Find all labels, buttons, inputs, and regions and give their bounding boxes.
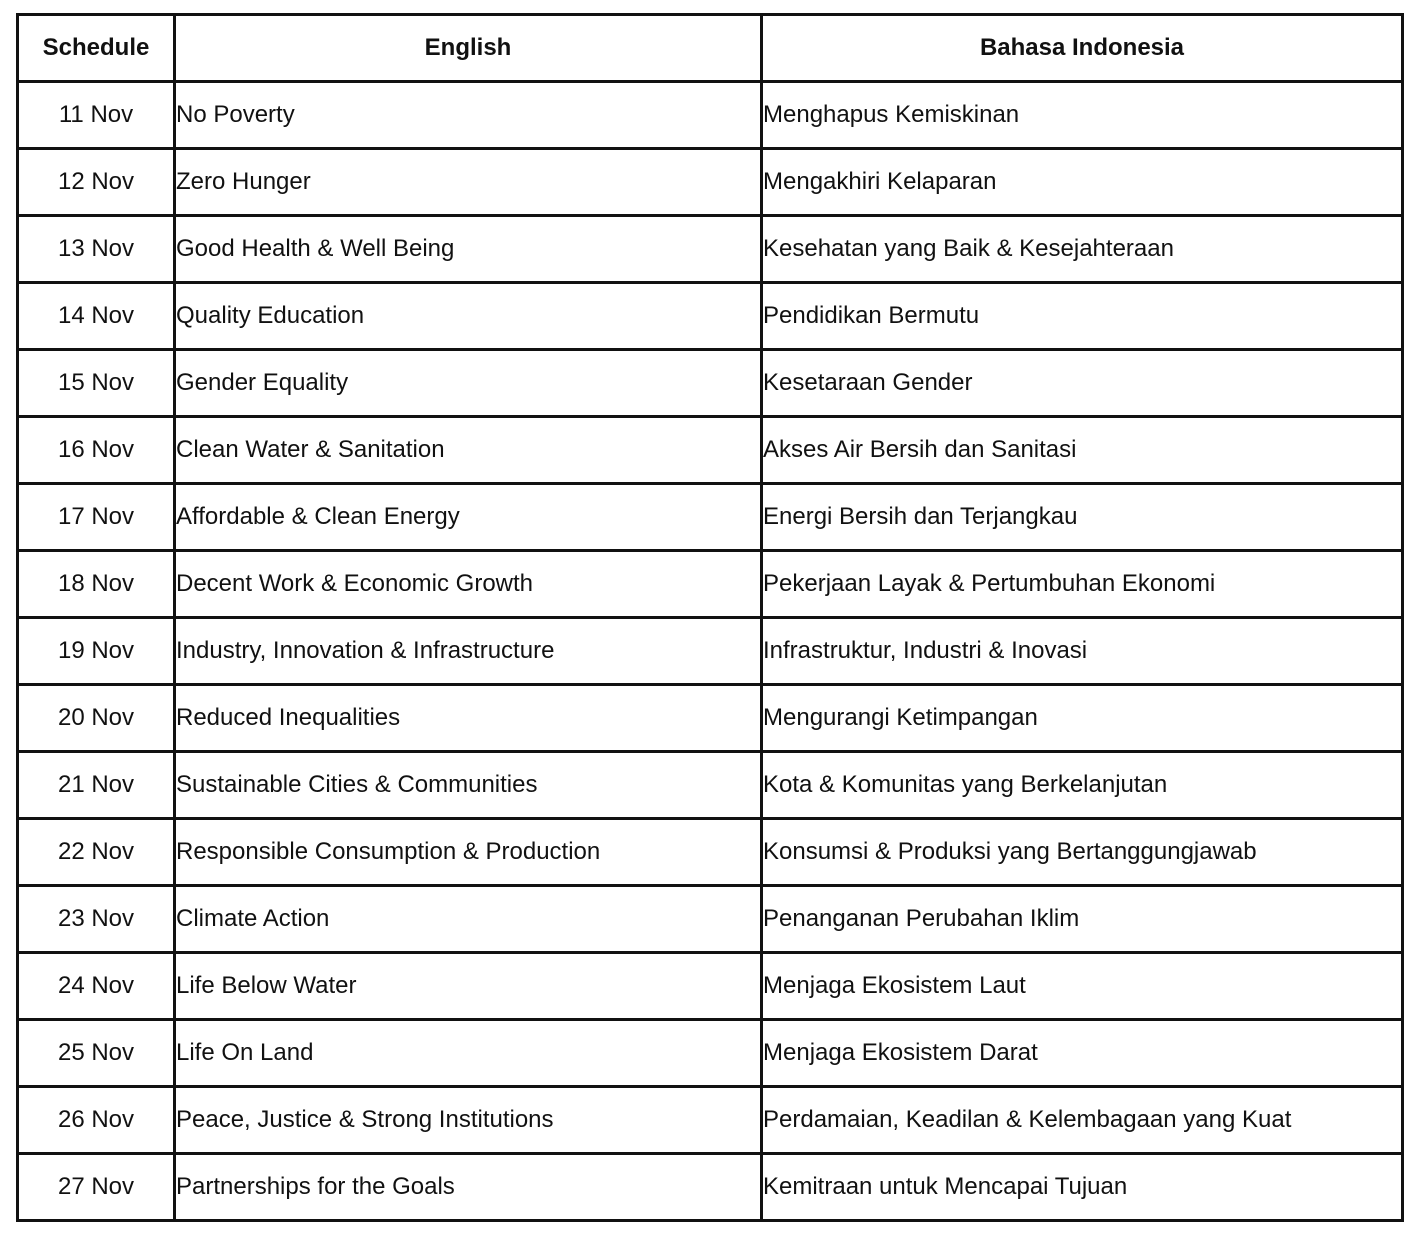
cell-english: Climate Action [175,886,762,953]
cell-indonesian: Kesetaraan Gender [762,350,1403,417]
cell-date: 20 Nov [18,685,175,752]
header-row [18,15,1403,82]
table-row [18,484,1403,551]
cell-date: 24 Nov [18,953,175,1020]
cell-date: 15 Nov [18,350,175,417]
cell-english: Responsible Consumption & Production [175,819,762,886]
cell-english: Reduced Inequalities [175,685,762,752]
cell-english: Sustainable Cities & Communities [175,752,762,819]
cell-indonesian: Mengakhiri Kelaparan [762,149,1403,216]
table-row [18,618,1403,685]
cell-indonesian: Kesehatan yang Baik & Kesejahteraan [762,216,1403,283]
cell-english: Industry, Innovation & Infrastructure [175,618,762,685]
table-row [18,283,1403,350]
cell-indonesian: Energi Bersih dan Terjangkau [762,484,1403,551]
cell-english: Gender Equality [175,350,762,417]
cell-indonesian: Perdamaian, Keadilan & Kelembagaan yang Kuat [762,1087,1403,1154]
cell-date: 21 Nov [18,752,175,819]
table-row [18,752,1403,819]
cell-date: 13 Nov [18,216,175,283]
cell-indonesian: Kota & Komunitas yang Berkelanjutan [762,752,1403,819]
cell-date: 26 Nov [18,1087,175,1154]
table-row [18,82,1403,149]
table-row [18,417,1403,484]
cell-english: Life Below Water [175,953,762,1020]
table-body [18,82,1403,1221]
table-row [18,216,1403,283]
cell-english: Clean Water & Sanitation [175,417,762,484]
cell-date: 17 Nov [18,484,175,551]
cell-date: 18 Nov [18,551,175,618]
cell-indonesian: Menghapus Kemiskinan [762,82,1403,149]
table-row [18,1154,1403,1221]
header-indonesian: Bahasa Indonesia [762,15,1403,82]
cell-indonesian: Penanganan Perubahan Iklim [762,886,1403,953]
table-row [18,350,1403,417]
cell-english: Good Health & Well Being [175,216,762,283]
cell-indonesian: Pekerjaan Layak & Pertumbuhan Ekonomi [762,551,1403,618]
cell-indonesian: Mengurangi Ketimpangan [762,685,1403,752]
table-header [18,15,1403,82]
cell-indonesian: Menjaga Ekosistem Laut [762,953,1403,1020]
cell-indonesian: Kemitraan untuk Mencapai Tujuan [762,1154,1403,1221]
cell-english: Partnerships for the Goals [175,1154,762,1221]
cell-english: No Poverty [175,82,762,149]
cell-english: Affordable & Clean Energy [175,484,762,551]
cell-indonesian: Akses Air Bersih dan Sanitasi [762,417,1403,484]
cell-indonesian: Infrastruktur, Industri & Inovasi [762,618,1403,685]
cell-date: 22 Nov [18,819,175,886]
table-row [18,819,1403,886]
table-row [18,886,1403,953]
table-row [18,1087,1403,1154]
cell-date: 12 Nov [18,149,175,216]
cell-english: Decent Work & Economic Growth [175,551,762,618]
cell-date: 19 Nov [18,618,175,685]
table-row [18,685,1403,752]
cell-indonesian: Konsumsi & Produksi yang Bertanggungjawab [762,819,1403,886]
cell-english: Life On Land [175,1020,762,1087]
cell-date: 23 Nov [18,886,175,953]
cell-date: 25 Nov [18,1020,175,1087]
cell-date: 27 Nov [18,1154,175,1221]
cell-date: 14 Nov [18,283,175,350]
table-row [18,1020,1403,1087]
header-english: English [175,15,762,82]
cell-english: Quality Education [175,283,762,350]
cell-date: 11 Nov [18,82,175,149]
table-row [18,953,1403,1020]
cell-english: Peace, Justice & Strong Institutions [175,1087,762,1154]
sdg-schedule-table [16,13,1404,1222]
table-row [18,551,1403,618]
header-schedule: Schedule [18,15,175,82]
cell-indonesian: Menjaga Ekosistem Darat [762,1020,1403,1087]
cell-indonesian: Pendidikan Bermutu [762,283,1403,350]
cell-english: Zero Hunger [175,149,762,216]
table-row [18,149,1403,216]
cell-date: 16 Nov [18,417,175,484]
